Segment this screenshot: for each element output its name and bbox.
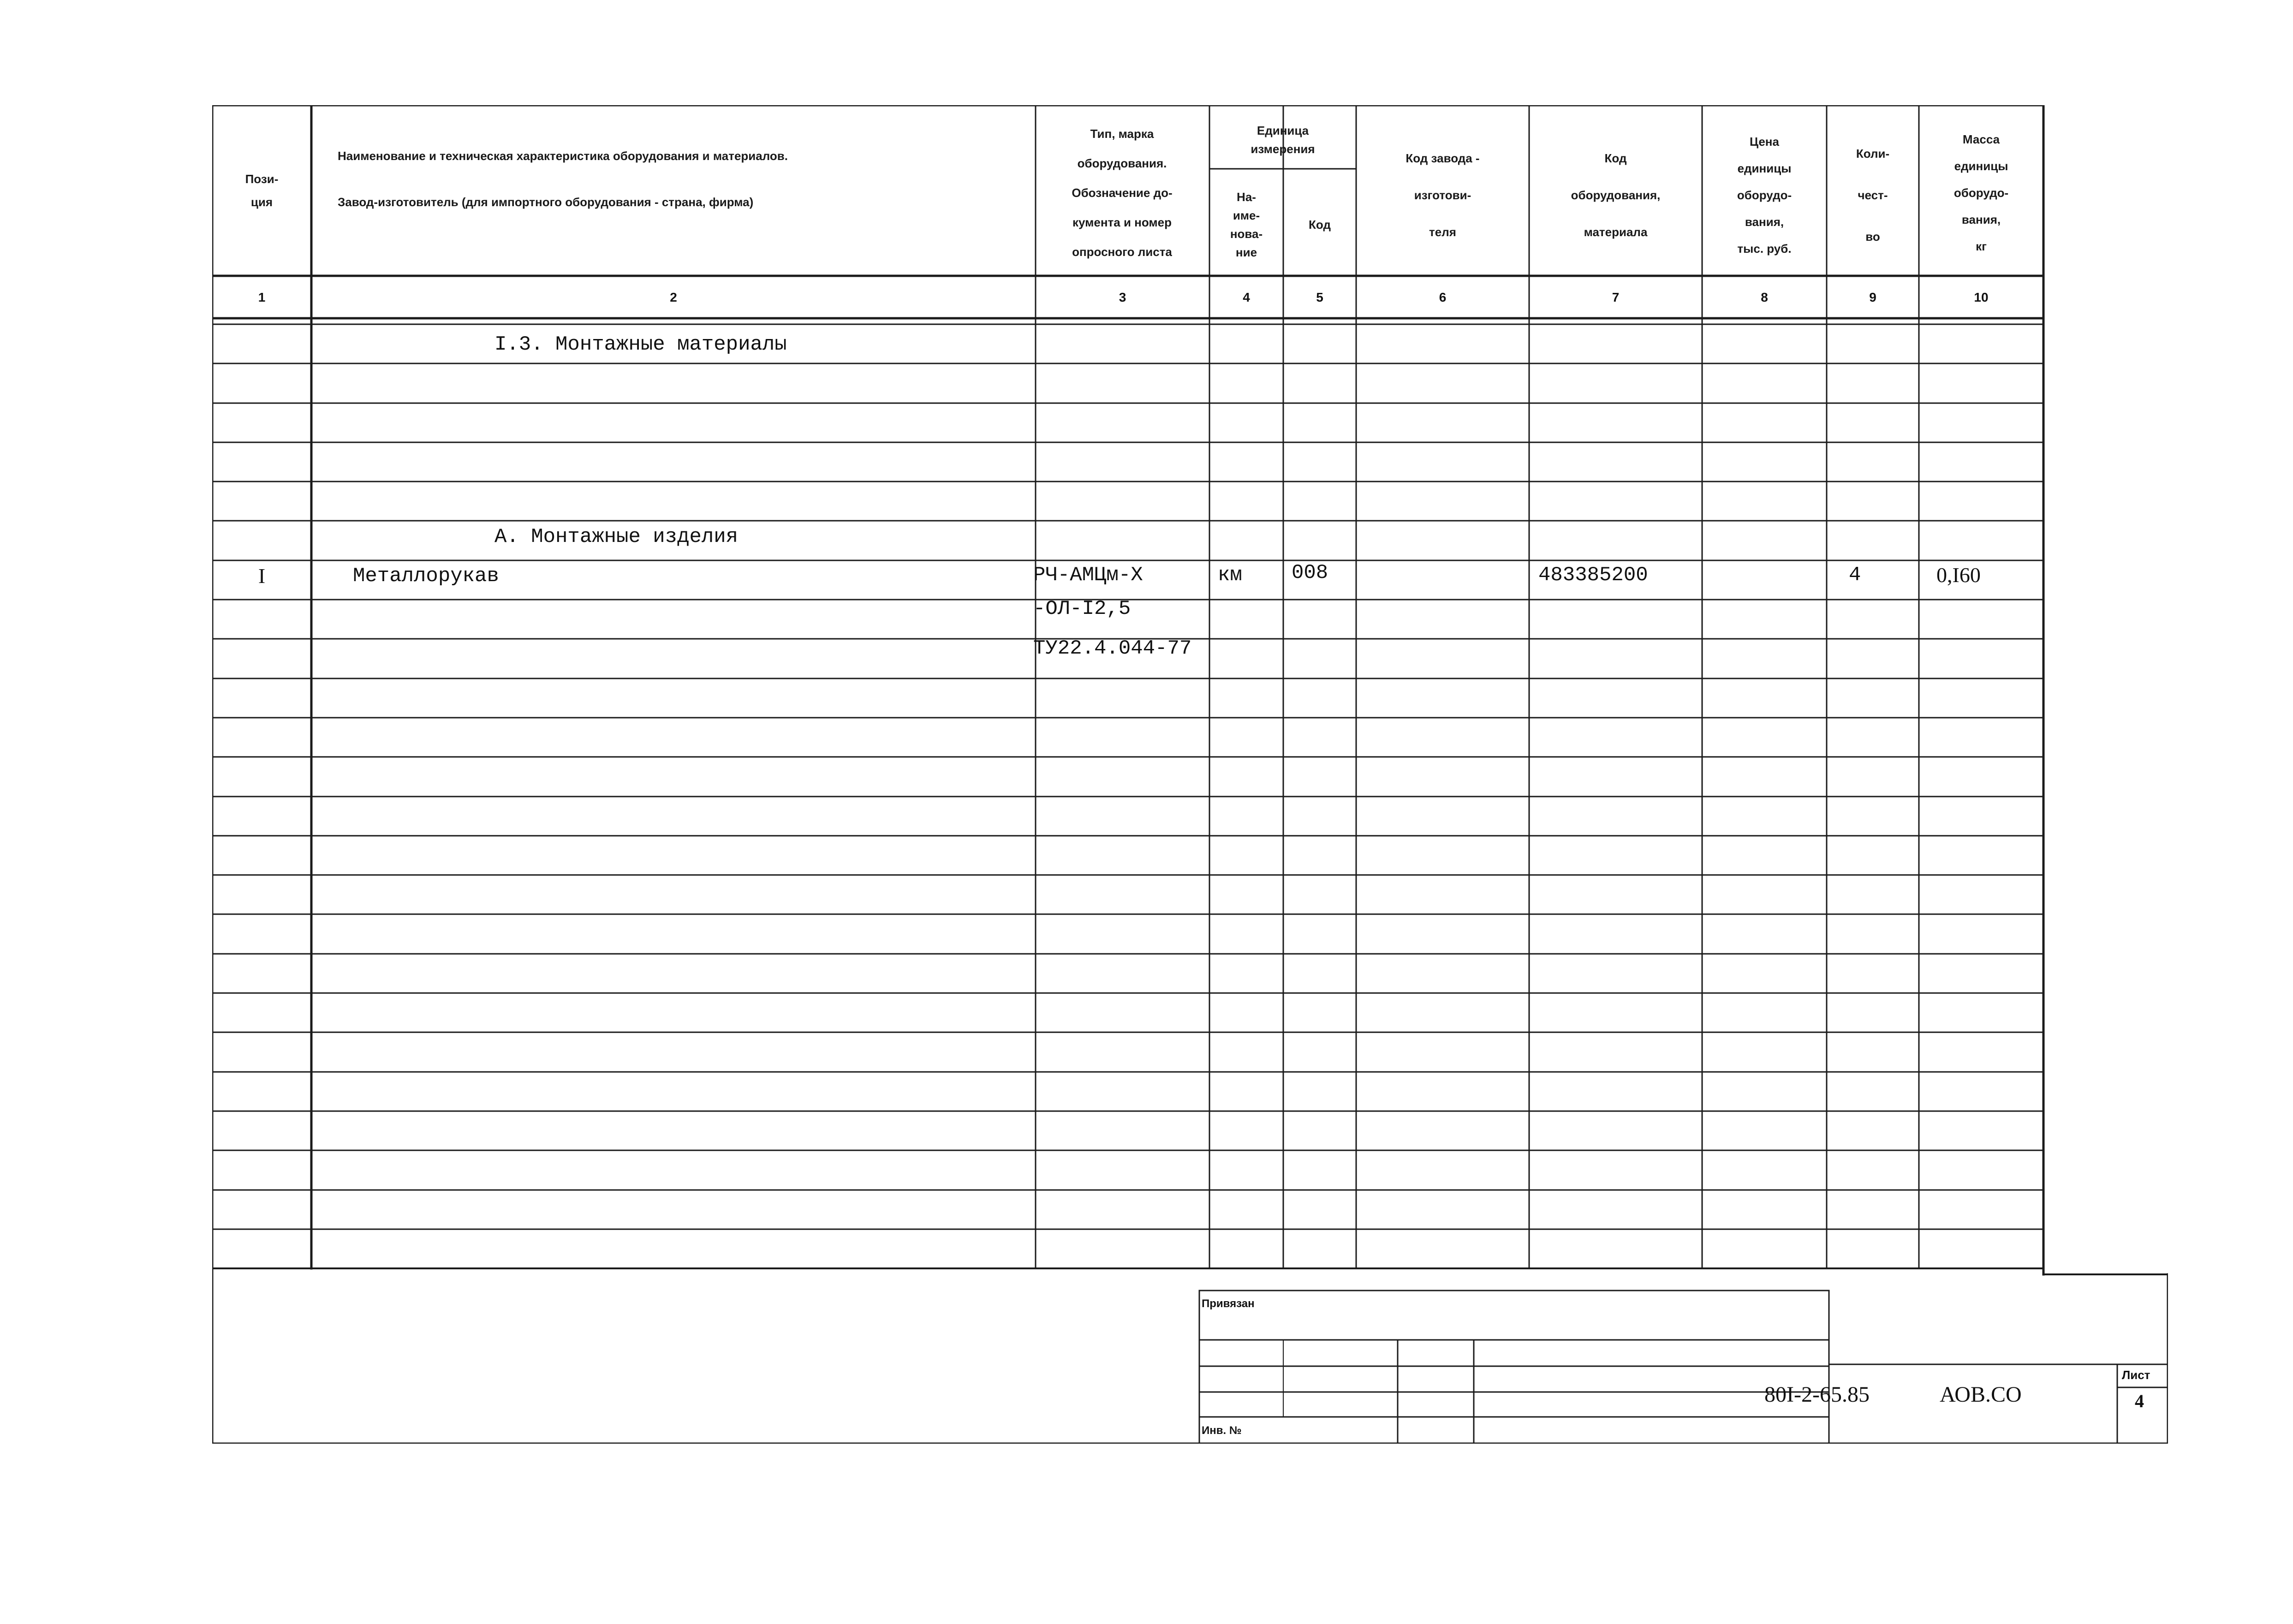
- specification-sheet: [212, 105, 2168, 1444]
- column-number: 5: [1316, 290, 1323, 304]
- item-name: Металлорукав: [353, 565, 499, 588]
- header-mass-line: оборудо-: [1954, 186, 2009, 200]
- column-number: 8: [1761, 290, 1768, 304]
- header-factory-code: [1356, 124, 1529, 267]
- header-price-line: оборудо-: [1737, 188, 1792, 202]
- subsection-title: А. Монтажные изделия: [494, 525, 739, 548]
- header-price-line: Цена: [1750, 135, 1779, 149]
- inventory-label: Инв. №: [1202, 1424, 1242, 1437]
- header-type-line: кумента и номер: [1072, 215, 1172, 229]
- header-unit-group-line: Единица: [1257, 124, 1309, 137]
- doc-suffix: АОВ.СО: [1940, 1382, 2022, 1407]
- header-mass-line: кг: [1976, 239, 1987, 253]
- header-type-line: оборудования.: [1077, 156, 1167, 170]
- column-number: 4: [1243, 290, 1250, 304]
- header-equipment-code-line: материала: [1584, 225, 1648, 239]
- sheet-number: 4: [2135, 1391, 2144, 1411]
- column-number: 10: [1974, 290, 1989, 304]
- header-equipment-code-line: оборудования,: [1571, 188, 1661, 202]
- header-name-line: Наименование и техническая характеристика оборудования и материалов.: [338, 149, 788, 163]
- header-position-line: Пози-: [245, 172, 279, 186]
- header-type-line: Тип, марка: [1090, 127, 1154, 141]
- header-mass-line: вания,: [1961, 213, 2001, 226]
- header-equipment-code: [1529, 124, 1702, 267]
- header-unit-name: [1209, 173, 1283, 276]
- header-price-line: вания,: [1745, 215, 1784, 229]
- header-quantity: [1827, 124, 1919, 267]
- column-number: 2: [670, 290, 677, 304]
- item-mass: 0,I60: [1936, 563, 1981, 587]
- header-position-line: ция: [250, 195, 273, 209]
- header-unit-name-line: име-: [1233, 208, 1260, 222]
- item-equipment-code: 483385200: [1538, 564, 1648, 587]
- header-equipment-code-line: Код: [1604, 151, 1627, 165]
- approved-label: Привязан: [1202, 1297, 1255, 1310]
- header-position: [212, 105, 311, 276]
- header-unit-name-line: На-: [1237, 190, 1256, 204]
- column-number: 9: [1869, 290, 1876, 304]
- header-factory-code-line: Код завода -: [1406, 151, 1480, 165]
- header-name: [332, 133, 1024, 225]
- header-factory-code-line: изготови-: [1414, 188, 1471, 202]
- header-unit-code: [1283, 173, 1356, 276]
- column-number: 1: [258, 290, 266, 304]
- header-price-line: тыс. руб.: [1737, 242, 1792, 256]
- column-number: 7: [1612, 290, 1620, 304]
- header-unit-name-line: ние: [1235, 245, 1257, 259]
- header-price-line: единицы: [1737, 161, 1792, 175]
- header-type: [1036, 119, 1209, 267]
- item-quantity: 4: [1849, 564, 1861, 587]
- item-type-line: -ОЛ-I2,5: [1033, 597, 1131, 620]
- sheet-label: Лист: [2122, 1368, 2150, 1382]
- header-type-line: опросного листа: [1072, 245, 1172, 259]
- item-type-line: РЧ-АМЦм-Х: [1033, 564, 1143, 587]
- header-unit-group-line: измерения: [1251, 142, 1315, 156]
- item-unit: км: [1218, 564, 1242, 587]
- header-quantity-line: Коли-: [1856, 147, 1890, 161]
- doc-code: 80I-2-65.85: [1764, 1382, 1870, 1407]
- header-mass-line: Масса: [1962, 132, 2000, 146]
- header-price: [1702, 124, 1827, 267]
- item-type-line: ТУ22.4.044-77: [1033, 637, 1192, 660]
- item-unit-code: 008: [1292, 561, 1328, 584]
- header-mass: [1919, 119, 2043, 267]
- header-mass-line: единицы: [1954, 159, 2008, 173]
- header-quantity-line: чест-: [1858, 188, 1888, 202]
- header-quantity-line: во: [1865, 230, 1880, 244]
- header-type-line: Обозначение до-: [1072, 186, 1173, 200]
- header-unit-group: [1209, 110, 1356, 170]
- header-name-line: Завод-изготовитель (для импортного оборудования - страна, фирма): [338, 195, 754, 209]
- section-title: I.3. Монтажные материалы: [494, 333, 787, 356]
- item-position: I: [258, 564, 266, 588]
- header-unit-code-line: Код: [1309, 218, 1331, 232]
- column-number: 6: [1439, 290, 1447, 304]
- header-unit-name-line: нова-: [1230, 227, 1263, 241]
- header-factory-code-line: теля: [1429, 225, 1456, 239]
- column-number: 3: [1119, 290, 1126, 304]
